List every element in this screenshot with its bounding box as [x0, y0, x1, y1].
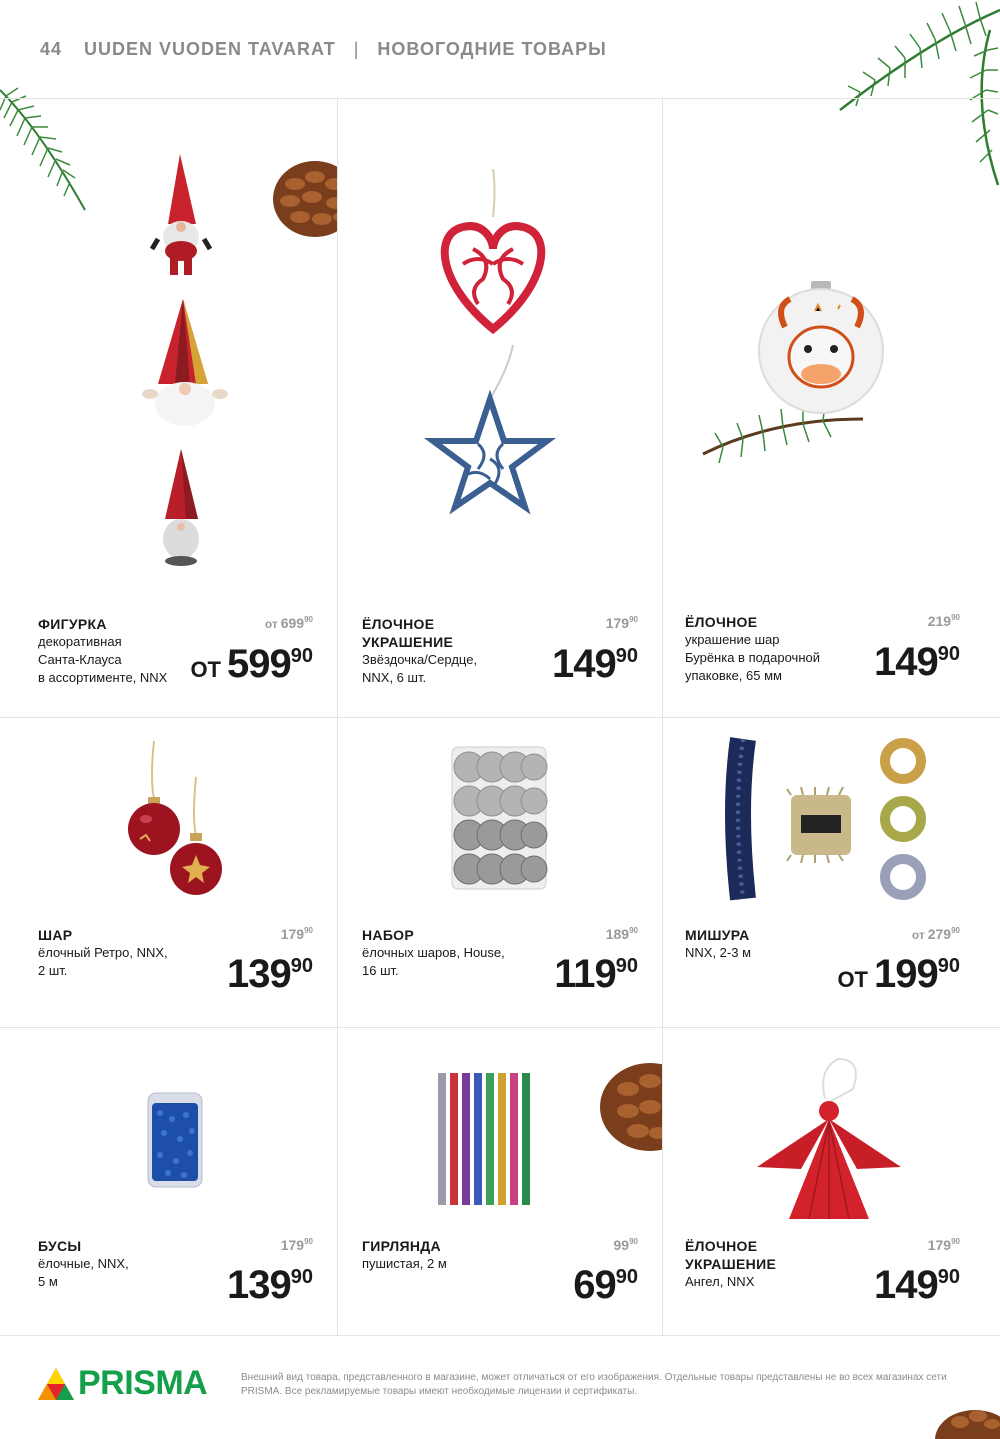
product-info [38, 1237, 198, 1291]
tinsel-icon [885, 743, 921, 895]
old-price [606, 615, 638, 631]
price-cents: 90 [937, 955, 960, 977]
price-main: 139 [227, 1263, 291, 1307]
product-card-retro-bauble[interactable] [0, 719, 337, 1027]
product-card-figurine[interactable] [0, 99, 337, 717]
product-description: украшение шар Бурёнка в подарочной упаковке, 65 мм [685, 632, 820, 683]
bead-jar-icon [148, 1093, 202, 1187]
old-price-cents: 90 [951, 1237, 960, 1246]
price-cents: 90 [615, 955, 638, 977]
product-description: декоративная Санта-Клауса в ассортименте, NNX [38, 634, 168, 685]
product-card-beads[interactable] [0, 1029, 337, 1336]
disclaimer-text: Внешний вид товара, представленного в магазине, может отличаться от его изображения. Отдельные товары представлены не во всех магазинах сети PRISMA. Все рекламируемые товары имеют необходимые лицензии и сертификаты. [241, 1372, 947, 1397]
product-card-garland[interactable] [338, 1029, 662, 1336]
prisma-logo-icon [38, 1368, 74, 1400]
price-cents: 90 [937, 643, 960, 665]
price-prefix: ОТ [190, 657, 221, 682]
header-title-fi: UUDEN VUODEN TAVARAT [84, 38, 336, 59]
heart-ornament-icon [445, 169, 541, 329]
old-price-prefix: от [264, 617, 278, 631]
old-price-cents: 90 [629, 926, 638, 935]
product-description: ёлочные, NNX, 5 м [38, 1256, 129, 1289]
product-card-heart-star[interactable] [338, 99, 662, 717]
product-title: ШАР [38, 927, 73, 943]
old-price-main: 99 [613, 1237, 630, 1253]
product-card-angel[interactable] [663, 1029, 1000, 1336]
old-price [265, 615, 313, 631]
old-price-main: 219 [927, 613, 952, 629]
old-price-main: 179 [927, 1237, 952, 1253]
sale-price [227, 946, 313, 994]
price-prefix: ОТ [837, 967, 868, 992]
old-price-main: 179 [605, 615, 630, 631]
price-main: 599 [227, 642, 291, 686]
fir-branch-icon [703, 403, 863, 463]
old-price-main: 279 [927, 926, 952, 942]
product-info [38, 926, 198, 980]
product-description: Звёздочка/Сердце, NNX, 6 шт. [362, 652, 478, 685]
pine-cone-icon [930, 1400, 1000, 1439]
sale-price [837, 946, 960, 1000]
old-price [912, 926, 960, 942]
product-info [685, 1237, 845, 1291]
red-bauble-icon [128, 741, 180, 855]
old-price [606, 926, 638, 942]
old-price-main: 189 [605, 926, 630, 942]
product-description: пушистая, 2 м [362, 1256, 447, 1271]
product-info [362, 926, 532, 980]
gnome-figure-icon [163, 449, 199, 566]
garland-icon [442, 1073, 526, 1205]
price-cents: 90 [615, 1266, 638, 1288]
bull-bauble-icon [759, 281, 883, 413]
product-title: ЁЛОЧНОЕ [685, 614, 758, 630]
product-card-bauble-set[interactable] [338, 719, 662, 1027]
price-main: 149 [552, 642, 616, 686]
product-info [685, 926, 845, 962]
price-cents: 90 [615, 645, 638, 667]
price-main: 119 [554, 952, 616, 996]
sale-price [554, 946, 638, 994]
price-main: 149 [874, 640, 938, 684]
product-title: МИШУРА [685, 927, 750, 943]
gnome-figure-icon [142, 299, 228, 426]
product-card-tinsel[interactable] [663, 719, 1000, 1027]
old-price [614, 1237, 638, 1253]
sale-price [874, 1257, 960, 1305]
old-price [281, 926, 313, 942]
sale-price [227, 1257, 313, 1305]
angel-ornament-icon [757, 1059, 901, 1219]
old-price [928, 613, 960, 629]
product-description: ёлочных шаров, House, 16 шт. [362, 945, 505, 978]
price-main: 139 [227, 952, 291, 996]
gnome-figure-icon [152, 154, 210, 275]
grid-line [0, 1027, 1000, 1028]
old-price-cents: 90 [629, 615, 638, 624]
sale-price [874, 634, 960, 682]
product-title: ГИРЛЯНДА [362, 1238, 441, 1254]
product-title: ЁЛОЧНОЕ УКРАШЕНИЕ [362, 616, 454, 650]
page-number: 44 [40, 38, 63, 59]
old-price-main: 179 [280, 926, 305, 942]
sale-price [552, 636, 638, 684]
old-price-cents: 90 [304, 926, 313, 935]
tinsel-icon [738, 739, 743, 899]
price-cents: 90 [290, 1266, 313, 1288]
product-description: ёлочный Ретро, NNX, 2 шт. [38, 945, 168, 978]
product-title: БУСЫ [38, 1238, 82, 1254]
old-price-cents: 90 [629, 1237, 638, 1246]
tinsel-icon [787, 787, 851, 863]
product-title: ЁЛОЧНОЕ УКРАШЕНИЕ [685, 1238, 777, 1272]
logo-text: PRISMA [78, 1364, 208, 1402]
product-description: Ангел, NNX [685, 1274, 755, 1289]
old-price-prefix: от [911, 928, 925, 942]
header-title-ru: НОВОГОДНИЕ ТОВАРЫ [377, 38, 607, 59]
old-price-main: 699 [280, 615, 305, 631]
prisma-logo[interactable] [38, 1364, 207, 1403]
sale-price [190, 636, 313, 690]
product-description: NNX, 2-3 м [685, 945, 752, 960]
old-price-cents: 90 [951, 926, 960, 935]
old-price-cents: 90 [304, 1237, 313, 1246]
old-price [928, 1237, 960, 1253]
price-main: 149 [874, 1263, 938, 1307]
product-title: НАБОР [362, 927, 415, 943]
price-cents: 90 [290, 645, 313, 667]
grid-line [0, 717, 1000, 718]
product-info [362, 1237, 522, 1273]
price-main: 199 [874, 952, 938, 996]
price-main: 69 [573, 1263, 616, 1307]
product-title: ФИГУРКА [38, 616, 107, 632]
product-info [362, 615, 512, 687]
page-header [40, 36, 607, 62]
header-divider: | [353, 38, 360, 59]
price-cents: 90 [937, 1266, 960, 1288]
old-price-main: 179 [280, 1237, 305, 1253]
pine-cone-icon [600, 1063, 662, 1151]
old-price-cents: 90 [304, 615, 313, 624]
old-price-cents: 90 [951, 613, 960, 622]
sale-price [573, 1257, 638, 1305]
product-card-bull-bauble[interactable] [663, 99, 1000, 717]
pine-cone-icon [273, 161, 337, 237]
star-ornament-icon [433, 345, 547, 507]
silver-bauble-set-icon [452, 747, 547, 889]
price-cents: 90 [290, 955, 313, 977]
product-info [685, 613, 845, 685]
product-info [38, 615, 188, 687]
old-price [281, 1237, 313, 1253]
